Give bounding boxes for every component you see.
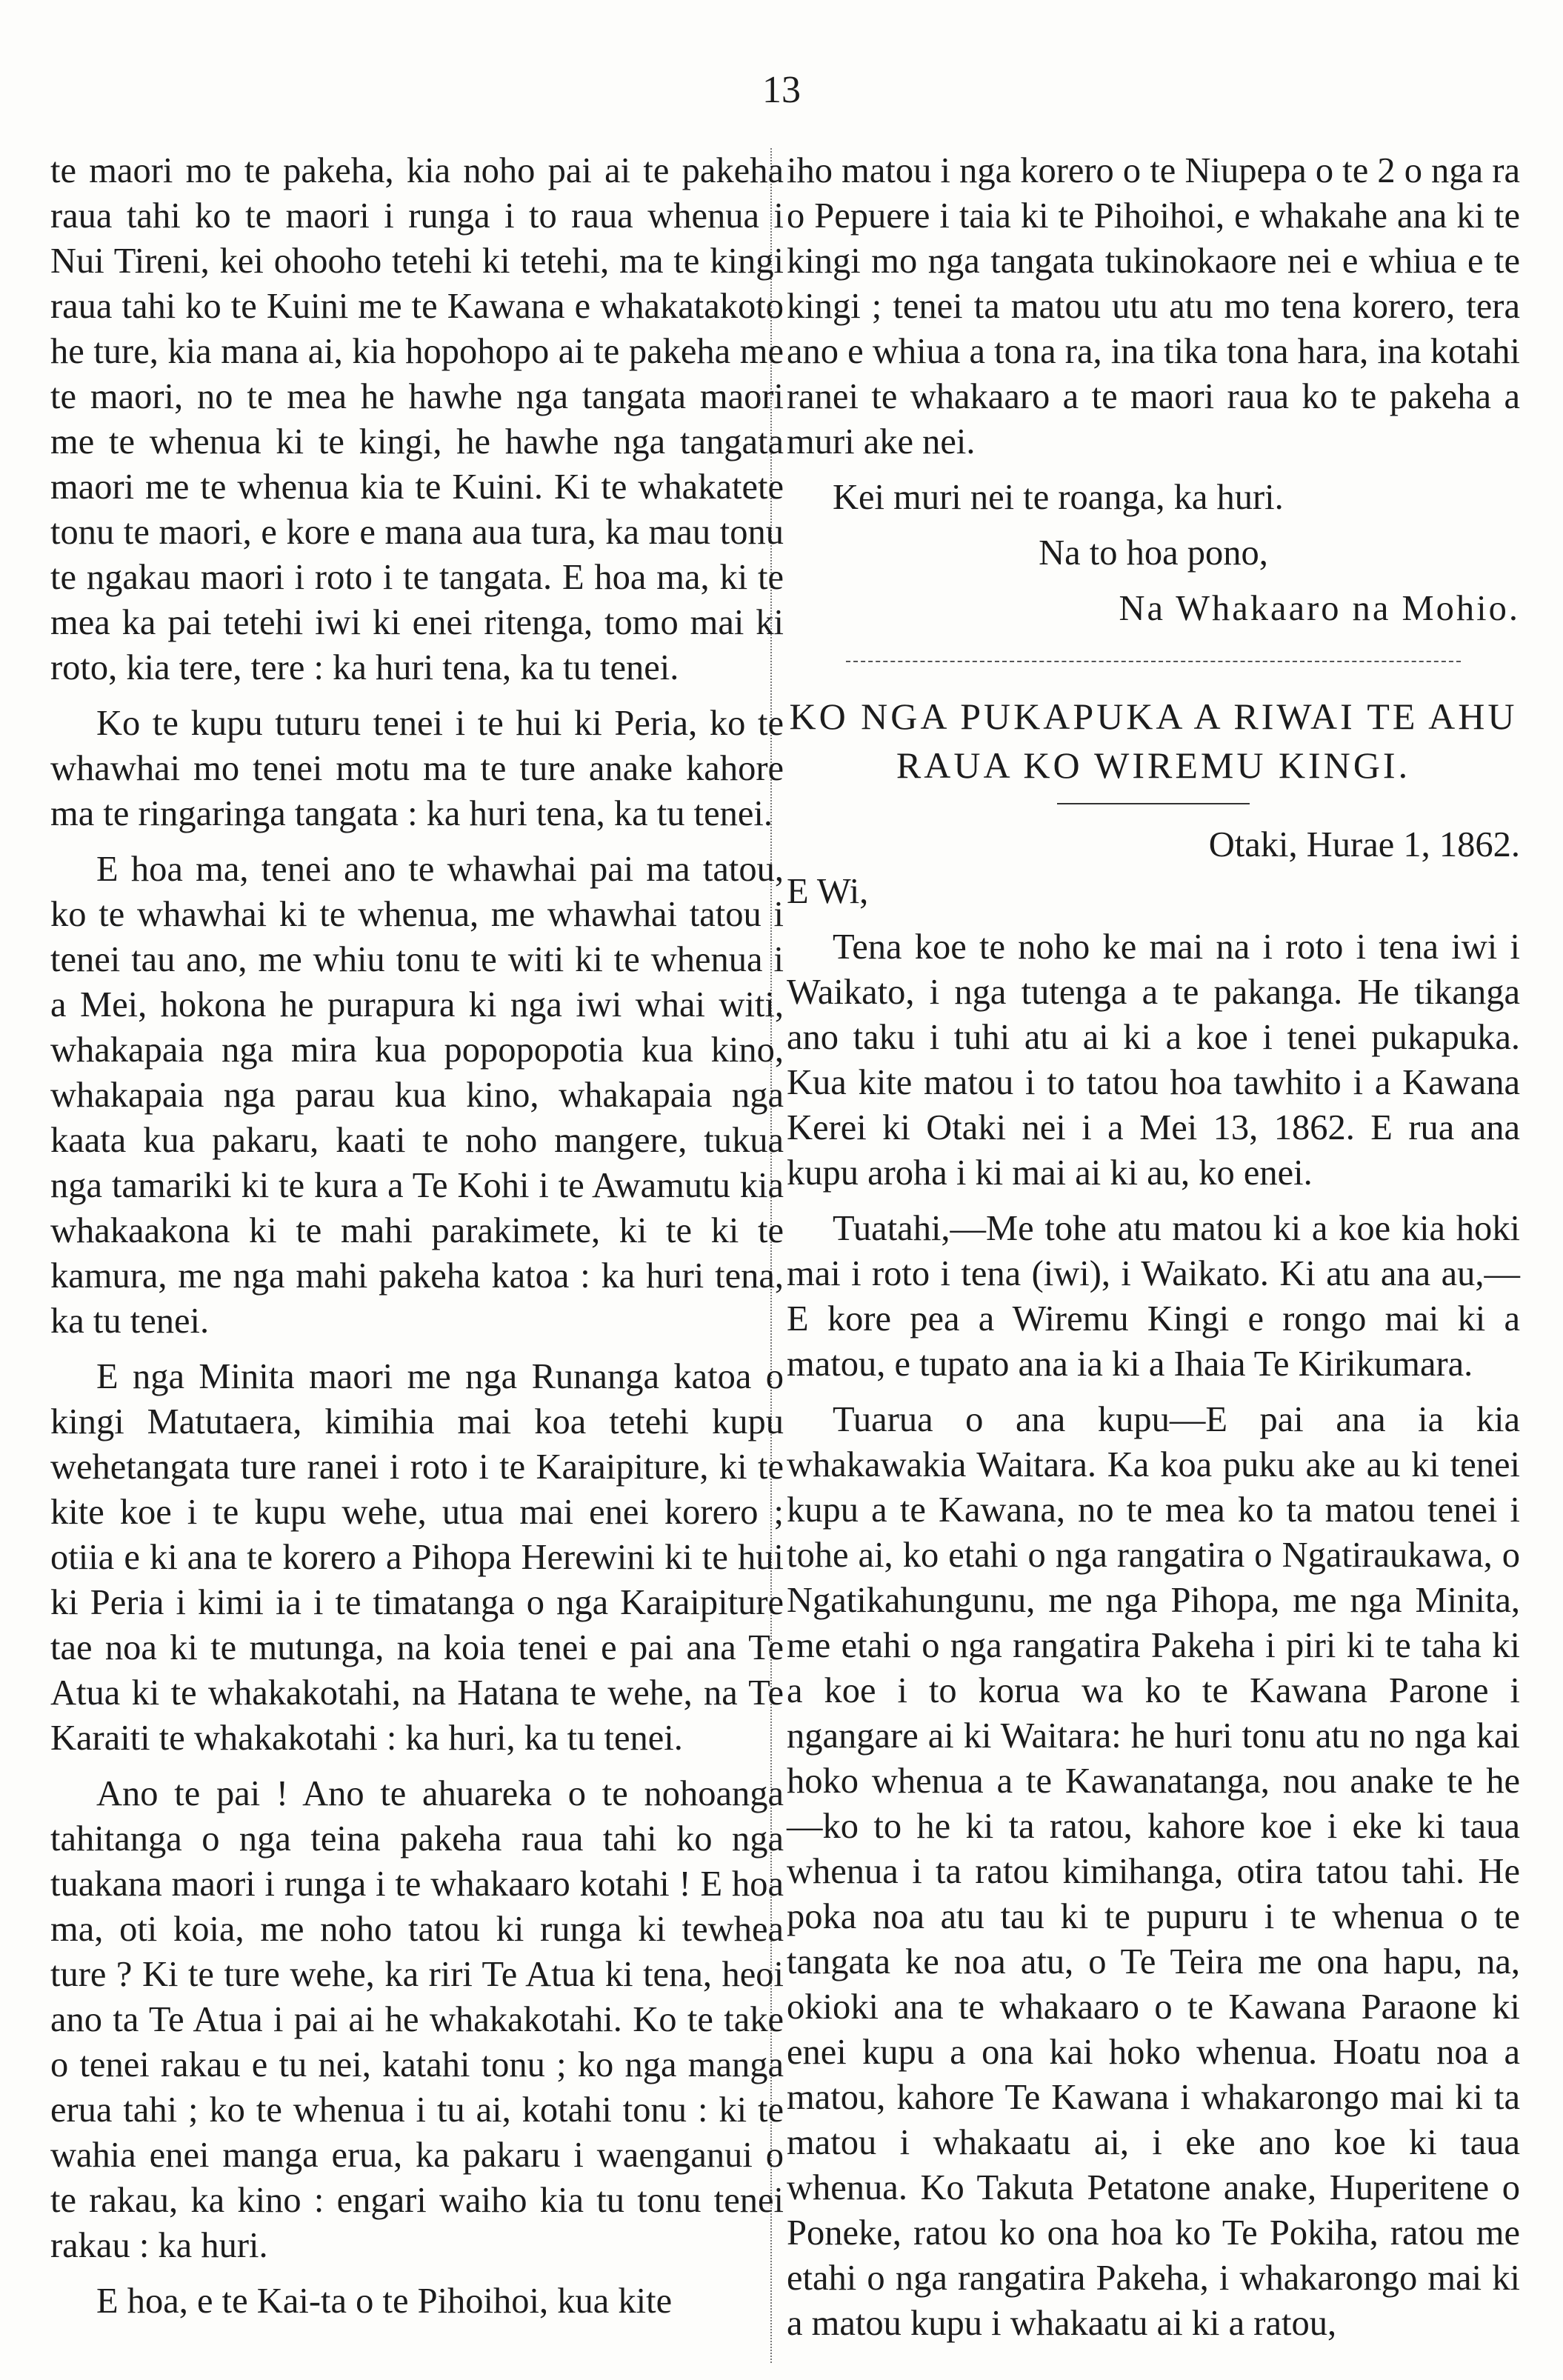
right-paragraph-3: Tuarua o ana kupu—E pai ana ia kia whakawakia Waitara. Ka koa puku ake au ki tenei kupu a te Kawana, no te mea ko ta matou tenei i tohe ai, ko etahi o nga rangatira o Ngatiraukawa, o Ngatikahungunu, me nga Pihopa, me nga Minita, me etahi o nga rangatira Pakeha i piri ki te taha ki a koe i to korua wa ko te Kawana Parone i ngangare ai ki Waitara: he huri tonu atu no nga kai hoko whenua a te Kawanatanga, nou anake te he—ko to he ki ta ratou, kahore koe i eke ki taua whenua i ta ratou kimihanga, otira tatou tahi. He poka noa atu tau ki te pupuru i te whenua o te tangata ke noa atu, o Te Teira me ona hapu, na, okioki ana te whakaaro o te Kawana Paraone ki enei kupu a ona kai hoko whenua. Hoatu noa a matou, kahore Te Kawana i whakarongo mai ki ta matou i whakaatu ai, i eke ano koe ki taua whenua. Ko Takuta Petatone anake, Huperitene o Poneke, ratou ko ona hoa ko Te Pokiha, ratou me etahi o nga rangatira Pakeha, i whakarongo mai ki a matou kupu i whakaatu ai ki a ratou, — [787, 1400, 1520, 2343]
salutation: E Wi, — [787, 872, 869, 911]
right-column — [787, 148, 1520, 2356]
letter-signature: Na Whakaaro na Mohio. — [1119, 589, 1520, 628]
section-divider — [846, 661, 1461, 662]
page-number: 13 — [762, 69, 801, 111]
heading-underline — [1057, 803, 1250, 804]
right-paragraph-1: Tena koe te noho ke mai na i roto i tena iwi i Waikato, i nga tutenga a te pakanga. He tikanga ano taku i tuhi atu ai ki a koe i tenei pukapuka. Kua kite matou i to tatou hoa tawhito i a Kawana Kerei ki Otaki nei i a Mei 13, 1862. E rua ana kupu aroha i ki mai ai ki au, ko enei. — [787, 927, 1520, 1193]
right-paragraph-2: Tuatahi,—Me tohe atu matou ki a koe kia hoki mai i roto i tena (iwi), i Waikato. Ki atu ana au,—E kore pea a Wiremu Kingi e rongo mai ki a matou, e tupato ana ia ki a Ihaia Te Kirikumara. — [787, 1209, 1520, 1384]
letter-closing-note: Kei muri nei te roanga, ka huri. — [833, 478, 1284, 517]
left-paragraph-5: Ano te pai ! Ano te ahuareka o te nohoanga tahitanga o nga teina pakeha raua tahi ko nga tuakana maori i runga i te whakaaro kotahi ! E hoa ma, oti koia, me noho tatou ki runga ki tewhea ture ? Ki te ture wehe, ka riri Te Atua ki tena, heoi ano ta Te Atua i pai ai he whakakotahi. Ko te take o tenei rakau e tu nei, katahi tonu ; ko nga manga erua tahi ; ko te whenua i tu ai, kotahi tonu : ki te wahia enei manga erua, ka pakaru i waenganui o te rakau, ka kino : engari waiho kia tu tonu tenei rakau : ka huri. — [50, 1774, 784, 2265]
section-heading: KO NGA PUKAPUKA A RIWAI TE AHU RAUA KO WIREMU KINGI. — [789, 696, 1518, 786]
left-paragraph-3: E hoa ma, tenei ano te whawhai pai ma tatou, ko te whawhai ki te whenua, me whawhai tatou i tenei tau ano, me whiu tonu te witi ki te whenua i a Mei, hokona he purapura ki nga iwi whai witi, whakapaia nga mira kua popopopotia kua kino, whakapaia nga parau kua kino, whakapaia nga kaata kua pakaru, kaati te noho mangere, tukua nga tamariki ki te kura a Te Kohi i te Awamutu kia whakaakona ki te mahi parakimete, ki te ki te kamura, me nga mahi pakeha katoa : ka huri tena, ka tu tenei. — [50, 850, 784, 1341]
left-column — [50, 148, 784, 2334]
left-paragraph-4: E nga Minita maori me nga Runanga katoa o kingi Matutaera, kimihia mai koa tetehi kupu wehetangata ture ranei i roto i te Karaipiture, ki te kite koe i te kupu wehe, utua mai enei korero ; otiia e ki ana te korero a Pihopa Herewini ki te hui ki Peria i kimi ia i te timatanga o nga Karaipiture tae noa ki te mutunga, na koia tenei e pai ana Te Atua ki te whakakotahi, na Hatana te wehe, na Te Karaiti te whakakotahi : ka huri, ka tu tenei. — [50, 1357, 784, 1758]
left-paragraph-6: E hoa, e te Kai-ta o te Pihoihoi, kua kite — [96, 2281, 673, 2321]
left-paragraph-1: te maori mo te pakeha, kia noho pai ai te pakeha raua tahi ko te maori i runga i to raua whenua i Nui Tireni, kei ohooho tetehi ki tetehi, ma te kingi raua tahi ko te Kuini me te Kawana e whakatakoto he ture, kia mana ai, kia hopohopo ai te pakeha me te maori, no te mea he hawhe nga tangata maori me te whenua ki te kingi, he hawhe nga tangata maori me te whenua kia te Kuini. Ki te whakatete tonu te maori, e kore e mana aua tura, ka mau tonu te ngakau maori i roto i te tangata. E hoa ma, ki te mea ka pai tetehi iwi ki enei ritenga, tomo mai ki roto, kia tere, tere : ka huri tena, ka tu tenei. — [50, 151, 784, 687]
signoff-line: Na to hoa pono, — [1039, 533, 1268, 573]
left-paragraph-2: Ko te kupu tuturu tenei i te hui ki Peria, ko te whawhai mo tenei motu ma te ture anake kahore ma te ringaringa tangata : ka huri tena, ka tu tenei. — [50, 704, 784, 833]
dateline: Otaki, Hurae 1, 1862. — [1208, 825, 1520, 864]
letter-continuation: iho matou i nga korero o te Niupepa o te 2 o nga ra o Pepuere i taia ki te Pihoihoi, e whakahe ana ki te kingi mo nga tangata tukinokaore nei e whiua e te kingi ; tenei ta matou utu atu mo tena korero, tera ano e whiua a tona ra, ina tika tona hara, ina kotahi ranei te whakaaro a te maori raua ko te pakeha a muri ake nei. — [787, 151, 1520, 461]
